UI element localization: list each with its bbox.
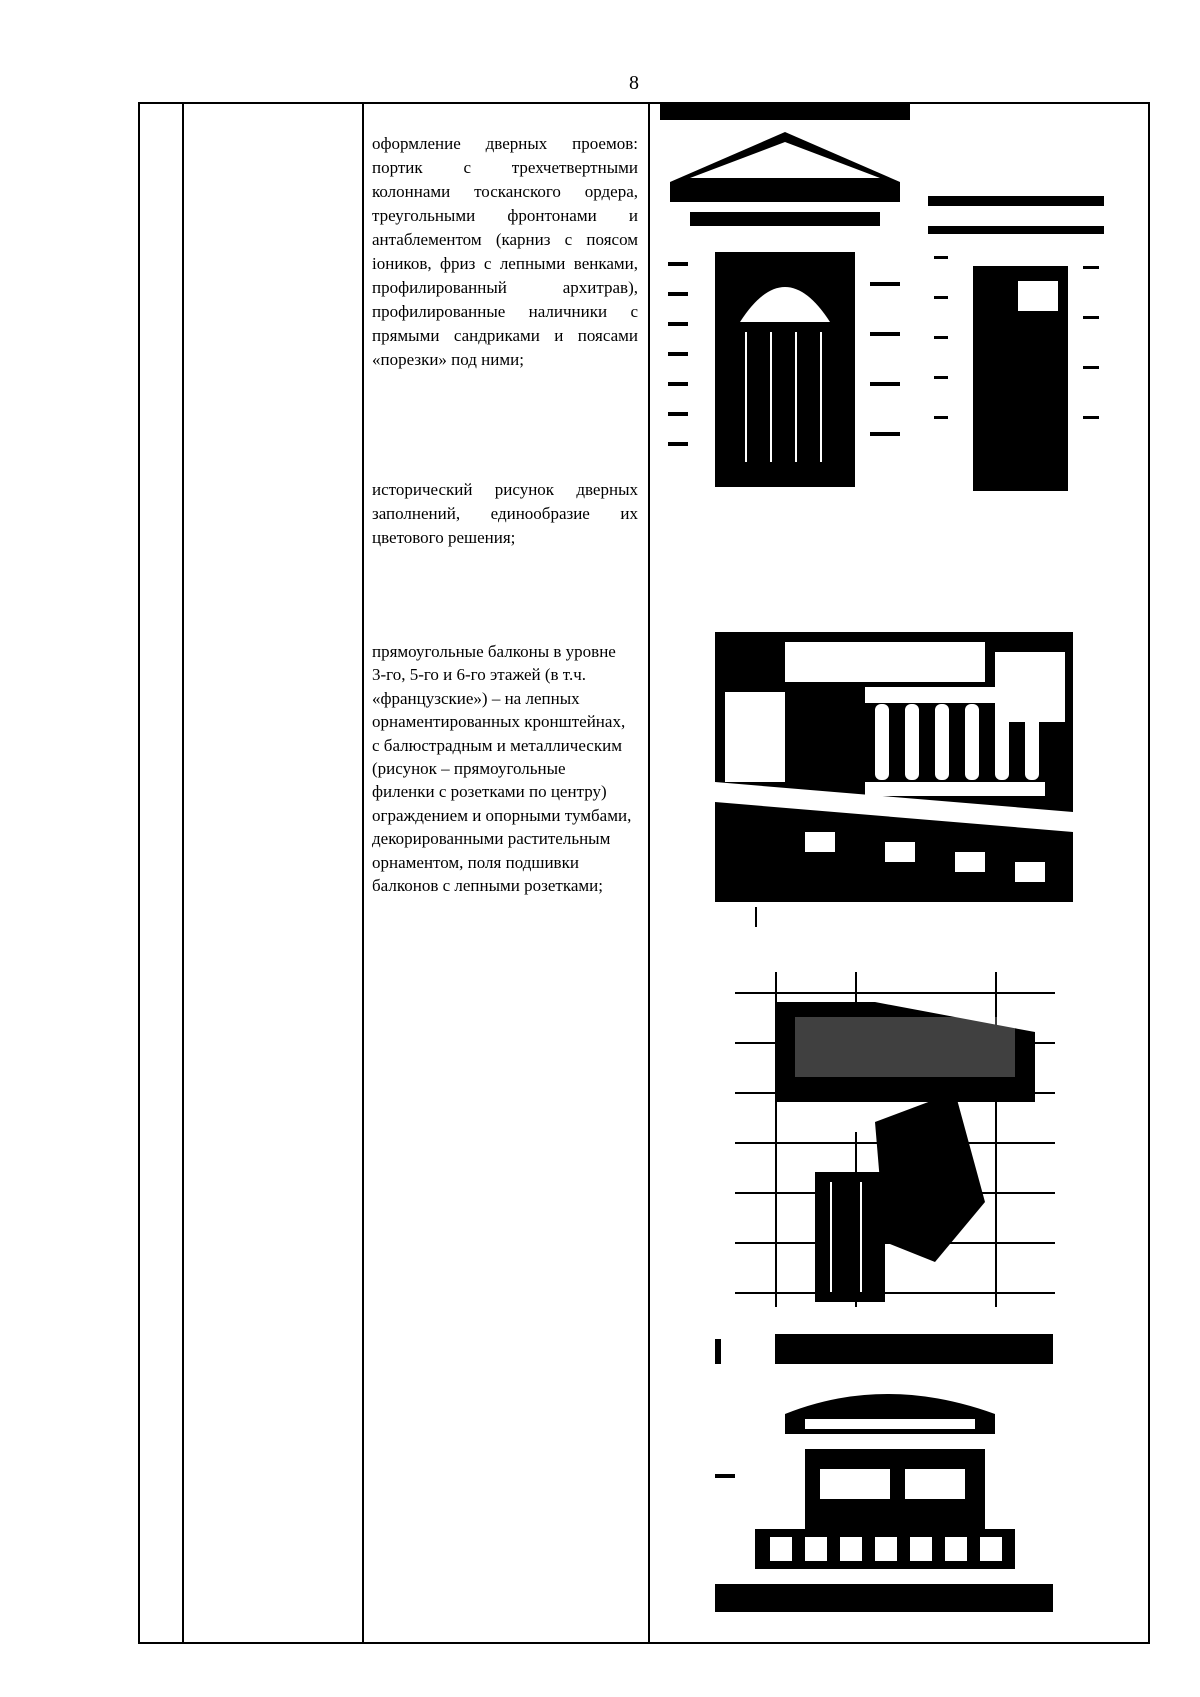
description-text: оформление дверных проемов: портик с трехчетвертными колоннами тосканского ордера, треугольными фронтонами и антаблементом (карниз с поясом ioников, фриз с лепными венками, профилированный архитрав), профилированные наличники с прямыми сандриками и поясами «порезки» под ними; [372, 134, 638, 369]
description-text: исторический рисунок дверных заполнений, единообразие их цветового решения; [372, 480, 638, 547]
photo-bracket-balcony [735, 972, 1055, 1307]
description-balconies [372, 640, 632, 897]
page-number: 8 [629, 72, 639, 94]
description-door-openings [372, 132, 638, 372]
description-door-fillings [372, 478, 638, 550]
column-divider-2 [362, 104, 364, 1642]
photo-side-door [928, 196, 1104, 491]
photo-french-balcony [715, 1334, 1053, 1612]
photo-portico-door [660, 102, 910, 492]
column-divider-1 [182, 104, 184, 1642]
column-divider-3 [648, 104, 650, 1642]
description-text: прямоугольные балконы в уровне 3-го, 5-го и 6-го этажей (в т.ч. «французские») – на лепных орнаментированных кронштейнах, с балюстрадным и металлическим (рисунок – прямоугольные филенки с розетками по центру) ограждением и опорными тумбами, декорированными растительным орнаментом, поля подшивки балконов с лепными розетками; [372, 642, 632, 896]
photo-balustrade-balcony [715, 632, 1073, 942]
